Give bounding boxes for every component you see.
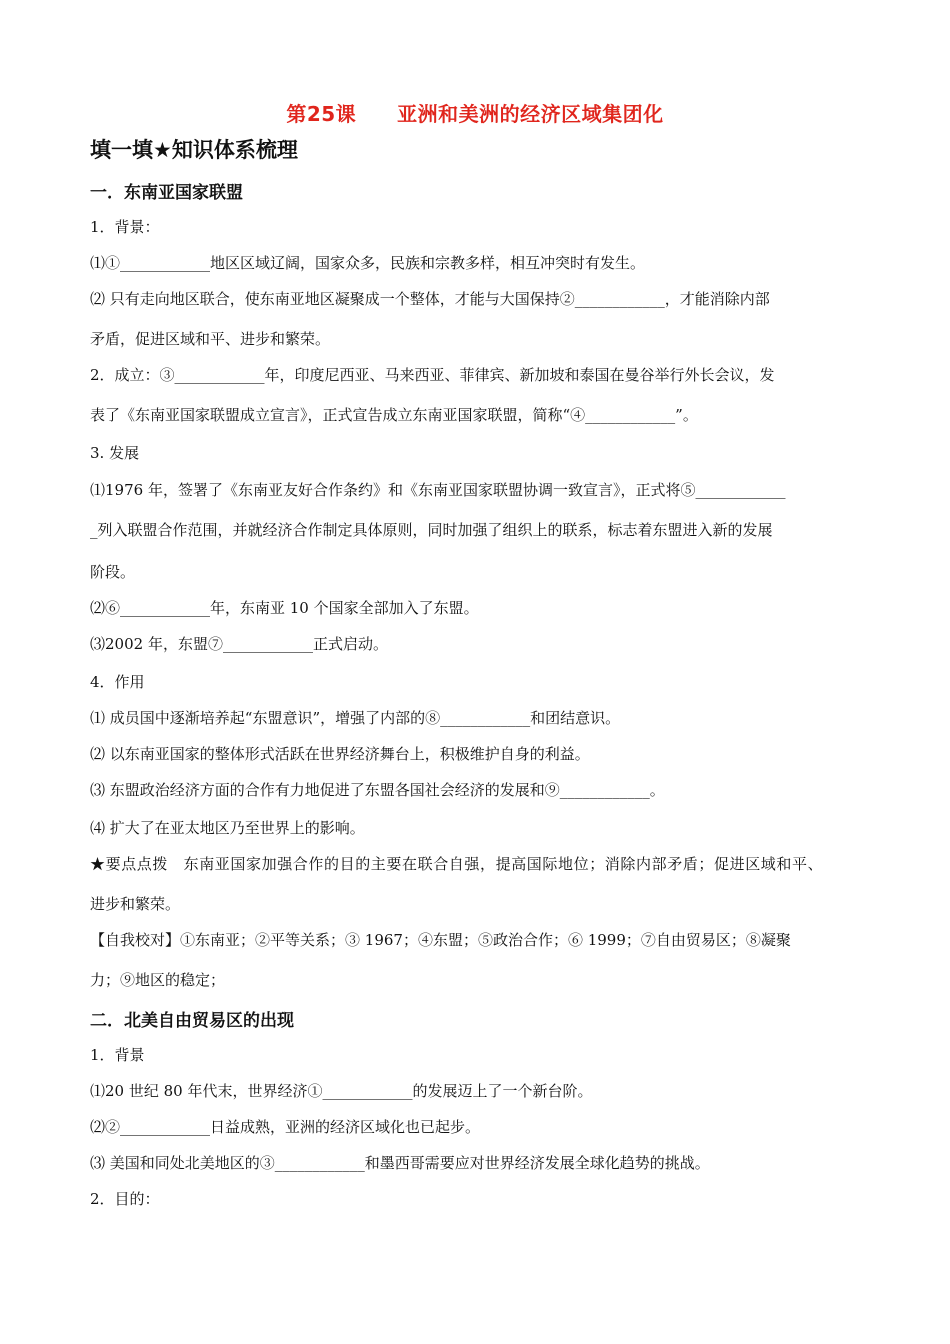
s1-self-check-a: 【自我校对】①东南亚；②平等关系；③ 1967；④东盟；⑤政治合作；⑥ 1999；⑦自由贸易区；⑧凝聚 bbox=[90, 931, 791, 949]
s2-background-item-1: ⑴20 世纪 80 年代末，世界经济①____________的发展迈上了一个新台阶。 bbox=[90, 1082, 593, 1100]
s1-background-item-2a: ⑵ 只有走向地区联合，使东南亚地区凝聚成一个整体，才能与大国保持②____________，才能消除内部 bbox=[90, 290, 770, 308]
s1-establishment-b: 表了《东南亚国家联盟成立宣言》，正式宣告成立东南亚国家联盟，简称“④____________”。 bbox=[90, 406, 698, 424]
lesson-title: 第25课 亚洲和美洲的经济区域集团化 bbox=[286, 102, 664, 126]
section-1-heading: 一．东南亚国家联盟 bbox=[90, 183, 243, 203]
section-main-heading: 填一填★知识体系梳理 bbox=[90, 138, 298, 162]
s1-role-title: 4．作用 bbox=[90, 673, 145, 691]
s2-background-title: 1．背景 bbox=[90, 1046, 145, 1064]
s1-development-title: 3. 发展 bbox=[90, 444, 140, 462]
section-2-heading: 二．北美自由贸易区的出现 bbox=[90, 1011, 294, 1031]
s1-role-item-1: ⑴ 成员国中逐渐培养起“东盟意识”，增强了内部的⑧____________和团结意识。 bbox=[90, 709, 621, 727]
s2-purpose-title: 2．目的： bbox=[90, 1190, 160, 1208]
s1-development-item-1a: ⑴1976 年，签署了《东南亚友好合作条约》和《东南亚国家联盟协调一致宣言》，正式将⑤____________ bbox=[90, 481, 786, 499]
s1-role-item-4: ⑷ 扩大了在亚太地区乃至世界上的影响。 bbox=[90, 819, 365, 837]
s1-development-item-1b: _列入联盟合作范围，并就经济合作制定具体原则，同时加强了组织上的联系，标志着东盟进入新的发展 bbox=[90, 521, 773, 539]
s1-development-item-1c: 阶段。 bbox=[90, 563, 136, 581]
s2-background-item-2: ⑵②____________日益成熟，亚洲的经济区域化也已起步。 bbox=[90, 1118, 481, 1136]
s1-development-item-2: ⑵⑥____________年，东南亚 10 个国家全部加入了东盟。 bbox=[90, 599, 479, 617]
s1-role-item-2: ⑵ 以东南亚国家的整体形式活跃在世界经济舞台上，积极维护自身的利益。 bbox=[90, 745, 590, 763]
s1-background-title: 1．背景： bbox=[90, 218, 160, 236]
s1-establishment-a: 2．成立：③____________年，印度尼西亚、马来西亚、菲律宾、新加坡和泰国在曼谷举行外长会议，发 bbox=[90, 366, 775, 384]
s1-background-item-2b: 矛盾，促进区域和平、进步和繁荣。 bbox=[90, 330, 331, 348]
s1-development-item-3: ⑶2002 年，东盟⑦____________正式启动。 bbox=[90, 635, 388, 653]
s1-role-item-3: ⑶ 东盟政治经济方面的合作有力地促进了东盟各国社会经济的发展和⑨____________。 bbox=[90, 781, 665, 799]
s1-self-check-b: 力；⑨地区的稳定； bbox=[90, 971, 226, 989]
s1-key-point-tip-b: 进步和繁荣。 bbox=[90, 895, 181, 913]
s1-key-point-tip-a: ★要点点拨 东南亚国家加强合作的目的主要在联合自强，提高国际地位；消除内部矛盾；促进区域和平、 bbox=[90, 855, 824, 873]
s1-background-item-1: ⑴①____________地区区域辽阔，国家众多，民族和宗教多样，相互冲突时有发生。 bbox=[90, 254, 646, 272]
s2-background-item-3: ⑶ 美国和同处北美地区的③____________和墨西哥需要应对世界经济发展全球化趋势的挑战。 bbox=[90, 1154, 710, 1172]
